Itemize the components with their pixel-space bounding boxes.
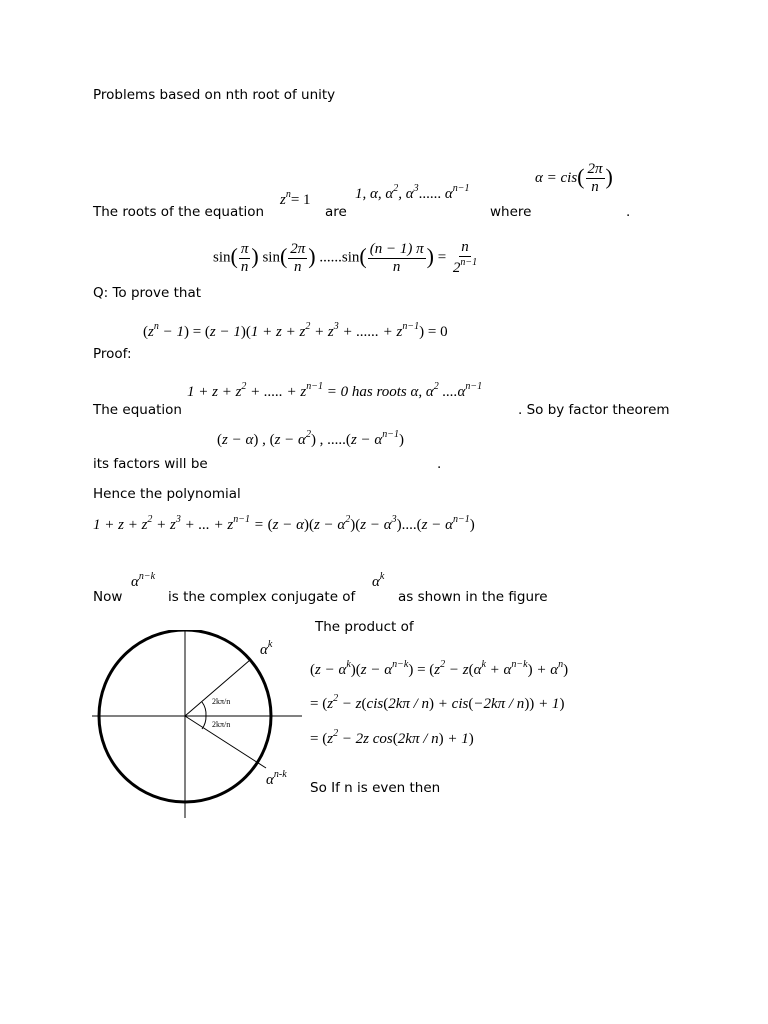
angle-label-bottom: 2kπ/n xyxy=(212,720,231,729)
alpha-definition: α = cis( $\frac{2\pi}{n}$ ) xyxy=(535,161,613,195)
alpha-n-minus-k: $\alpha^{n-k}$ xyxy=(131,571,156,590)
product-of-text: The product of xyxy=(315,619,414,635)
figure-label-alpha-n-k: $\alpha^{n-k}$ xyxy=(266,769,287,788)
equation-line-text: The equation xyxy=(93,402,182,418)
factor-theorem-text: . So by factor theorem xyxy=(518,402,670,418)
now-text: Now xyxy=(93,589,123,605)
angle-label-top: 2kπ/n xyxy=(212,697,231,706)
factors-text: its factors will be xyxy=(93,456,208,472)
factors-expression: (z − α) , $(z - \alpha^2)$ , $.....(z - \alpha^{n-1})$ xyxy=(217,429,405,448)
if-even-text: So If n is even then xyxy=(310,780,441,796)
figure-label-alpha-k: $\alpha^k$ xyxy=(260,639,273,658)
equation-factorization: $(z^n - 1) = (z - 1)(1 + z + z^2 + z^3$ + ...... + $z^{n-1}) = 0$ xyxy=(143,321,448,340)
intro-text-are: are xyxy=(325,204,347,220)
intro-period: . xyxy=(626,204,631,220)
question-label: Q: To prove that xyxy=(93,285,202,301)
product-equation-3: = ($z^2 - 2z$ cos(2kπ / n) + 1) xyxy=(310,728,474,747)
product-equation-2: = $(z^2 - z(cis(2k\pi / n) + cis(-2k\pi / n)) + 1)$ xyxy=(310,693,565,712)
radius-alpha-k xyxy=(185,660,250,716)
roots-list: 1, α, $\alpha^2$, $\alpha^3$...... $\alpha^{n-1}$ xyxy=(355,183,470,202)
intro-text-where: where xyxy=(490,204,532,220)
unit-circle-figure xyxy=(92,630,312,830)
hence-text: Hence the polynomial xyxy=(93,486,241,502)
sin-product-formula: sin( $\frac{\pi}{n}$ ) sin( $\frac{2\pi}{n}$ ) ......sin( $\frac{(n - 1) \pi}{n}$ ) = $\frac{n}{2^{n-1}}$ xyxy=(213,239,478,276)
angle-arc-top xyxy=(202,702,206,716)
equation-zn-equals-1: $z^n= 1$ xyxy=(280,189,311,208)
proof-label: Proof: xyxy=(93,346,132,362)
alpha-k: $\alpha^k$ xyxy=(372,571,385,590)
product-equation-1: $(z - \alpha^k)(z - \alpha^{n-k}) = (z^2 - z(\alpha^k + \alpha^{n-k}) + \alpha^n)$ xyxy=(310,659,569,678)
polynomial-factorization: $1 + z + z^2 + z^3$ + ... + $z^{n-1} = (z - \alpha)(z - \alpha^2)(z - \alpha^3)....(z - \alpha^{n-1})$ xyxy=(93,514,475,533)
conjugate-text: is the complex conjugate of xyxy=(168,589,356,605)
intro-text-roots: The roots of the equation xyxy=(93,204,265,220)
page-title: Problems based on nth root of unity xyxy=(93,87,336,103)
factors-period: . xyxy=(437,456,442,472)
equation-has-roots: $1 + z + z^2$ + ..... + $z^{n-1} = 0$ has roots α, $\alpha^2$ $....\alpha^{n-1}$ xyxy=(187,381,483,400)
figure-reference-text: as shown in the figure xyxy=(398,589,548,605)
